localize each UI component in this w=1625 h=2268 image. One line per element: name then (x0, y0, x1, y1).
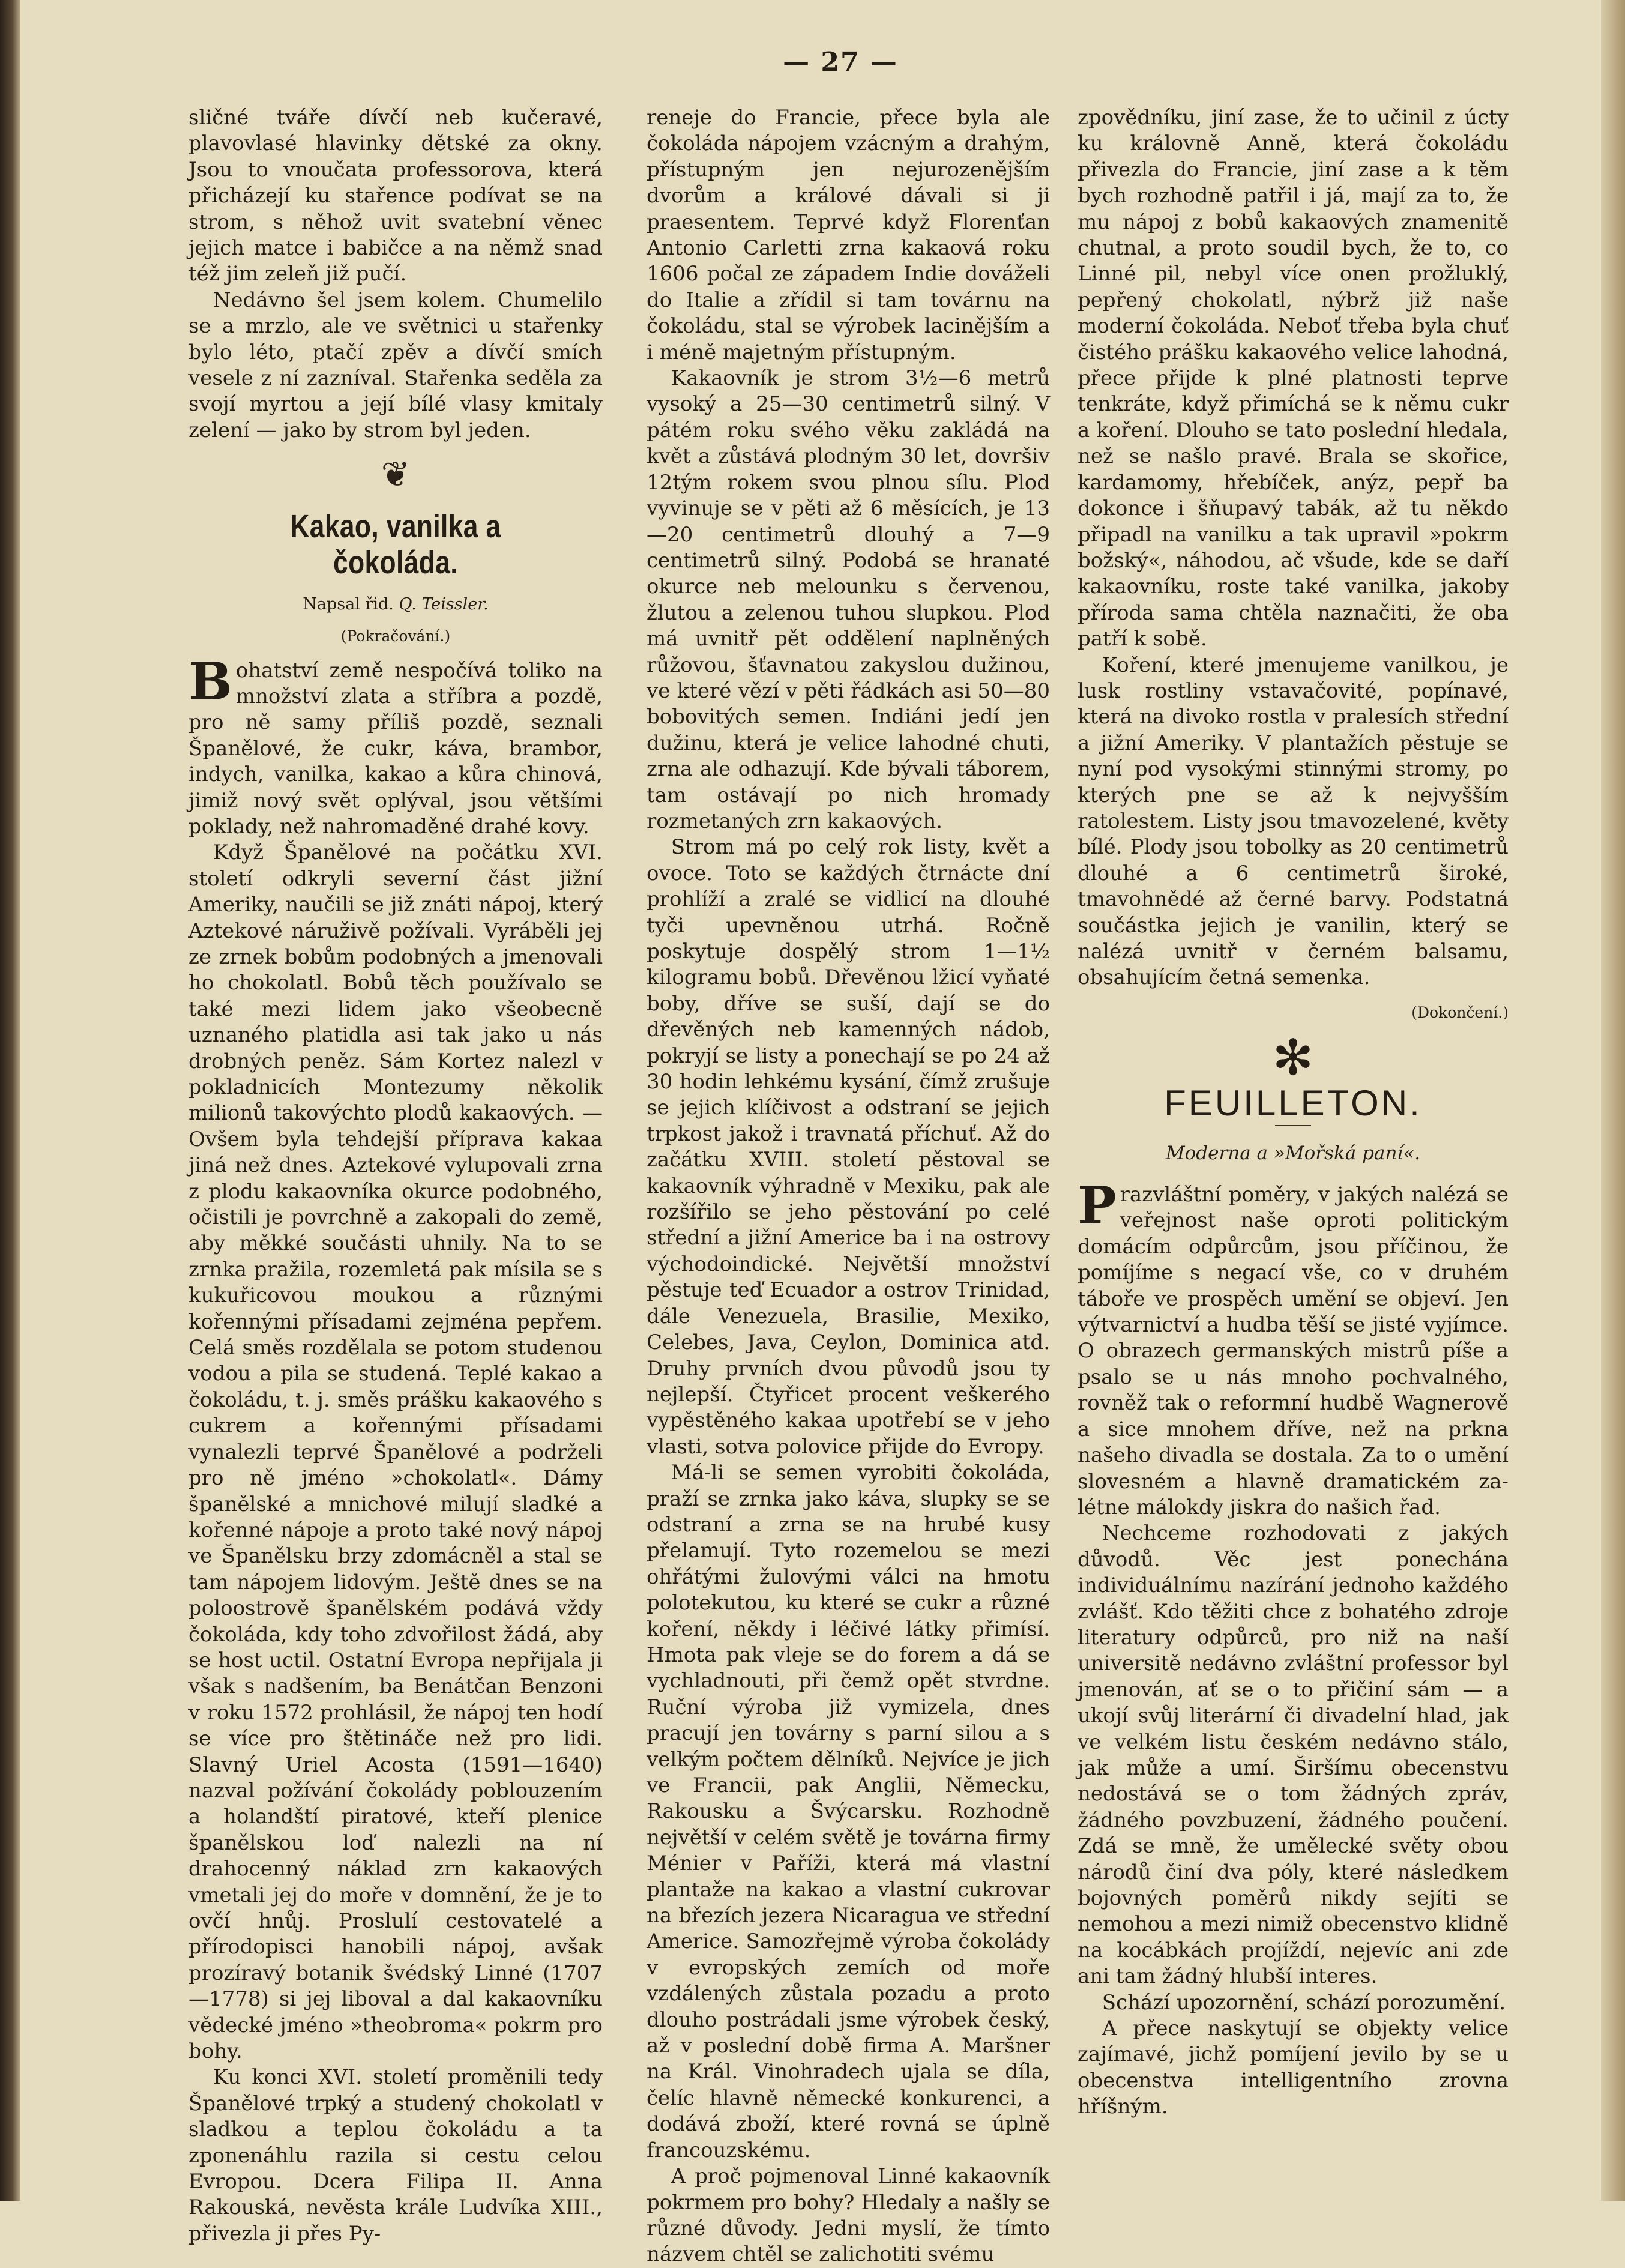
paragraph: Strom má po celý rok listy, květ a ovoce. Toto se každých čtrnácte dní prohlíží a zralé se vidlicí na dlouhé tyči upevněnou utrhá. Ročně poskytuje dospělý strom 1—1½ kilogramu bobů. Dřevěnou lžicí vyňaté boby, dříve se suší, dají se do dřevěných neb kamenných nádob, pokryjí se listy a ponechají se po 24 až 30 hodin lehkému kysání, čímž zrušuje se jejich klíčivost a odstraní se jejich trpkost jakož i travnatá příchuť. Až do začátku XVIII. století pěstoval se kakaovník výhradně v Mexiku, pak ale rozšířilo se jeho pěstování po celé střední a jižní Americe ba i na ostrovy východoindické. Největší množství pěstuje teď Ecuador a ostrov Trinidad, dále Venezuela, Brasilie, Mexiko, Celebes, Java, Ceylon, Dominica atd. Druhy prvních dvou původů jsou ty nejlepší. Čtyřicet procent veškerého vypěstěného kakaa upotřebí se v jeho vlasti, sotva polovice přijde do Evropy. (647, 835, 1050, 1459)
feuilleton-subtitle: Moderna a »Mořská paní«. (1165, 1142, 1421, 1164)
section-title: FEUILLETON. (1164, 1083, 1422, 1124)
paragraph-with-dropcap (1078, 1175, 1509, 1521)
page-number: — 27 — (783, 47, 898, 77)
divider (1275, 1125, 1311, 1126)
paragraph-text: razvláštní poměry, v jakých nalézá se veřejnost naše oproti politickým domácím odpůrcům, jsou příčinou, že pomíjíme s negací vše, co v druhém táboře ve prospěch umění se objeví. Jen výtvarnictví a hudba těší se jisté vyjímce. O obrazech germanských mistrů píše a psalo se u nás mnoho pochvalného, rovněž tak o reformní hudbě Wagnerově a sice mnohem dříve, než na prkna našeho divadla se dostala. Za to o umění slovesném a hlavně dramatickém za-létne málokdy jiskra do našich řad. (1078, 1183, 1509, 1519)
paragraph: A proč pojmenoval Linné kakaovník pokrmem pro bohy? Hledaly a našly se různé důvody. Jedni myslí, že tímto názvem chtěl se zalichotiti svému (647, 2164, 1050, 2267)
paragraph: sličné tváře dívčí neb kučeravé, plavovlasé hlavinky dětské za okny. Jsou to vnoučata professorova, která přicházejí ku stařence podívat se na strom, s něhož uvit svatební věnec jejich matce i babičce a na němž snad též jim zeleň již pučí. (188, 106, 603, 286)
end-note: (Dokončení.) (1411, 1003, 1509, 1021)
page-edge (1601, 0, 1625, 2201)
paragraph: Má-li se semen vyrobiti čokoláda, praží se zrnka jako káva, slupky se se odstraní a zrna se na hrubé kusy přelamují. Tyto rozemelou se mezi ohřátými žulovými válci na hmotu polotekutou, ku které se cukr a různé koření, někdy i léčivé látky přimísí. Hmota pak vleje se do forem a dá se vychladnouti, při čemž opět stvrdne. Ruční výroba již vymizela, dnes pracují jen továrny s parní silou a s velkým počtem dělníků. Nejvíce je jich ve Francii, pak Anglii, Německu, Rakousku a Švýcarsku. Rozhodně největší v celém světě je továrna firmy Ménier v Paříži, která má vlastní plantaže na kakao a vlastní cukrovar na březích jezera Nicaragua ve střední Americe. Samozřejmě výroba čokolády v evropských zemích od moře vzdálených zůstala pozadu a proto dlouho postrádali jsme výrobek český, až v poslední době firma A. Maršner na Král. Vinohradech ujala se díla, čelíc hlavně německé konkurenci, a dodává zboží, které rovná se úplně francouzskému. (647, 1461, 1050, 2162)
asterisk-ornament-icon: ✻ (1272, 1030, 1314, 1087)
byline-prefix: Napsal řid. (303, 594, 394, 614)
paragraph: Kakaovník je strom 3½—6 metrů vysoký a 25—30 centimetrů silný. V pátém roku svého věku zakládá na květ a zůstává plodným 30 let, dovršiv 12tým rokem svou plnou sílu. Plod vyvinuje se v pěti až 6 měsících, je 13—20 centimetrů dlouhý a 7—9 centimetrů silný. Podobá se hranaté okurce neb melounku s červenou, žlutou a zelenou tuhou slupkou. Plod má uvnitř pět oddělení naplněných růžovou, šťavnatou zakyslou dužinou, ve které vězí v pěti řádkách asi 50—80 bobovitých semen. Indiáni jedí jen dužinu, která je velice lahodné chuti, zrna ale odhazují. Kde bývali táborem, tam ostávají po nich hromady rozmetaných zrn kakaových. (647, 366, 1050, 833)
drop-cap: B (188, 651, 232, 712)
paragraph: A přece naskytují se objekty velice zajímavé, jichž pomíjení jevilo by se u obecenstva intelligentního zrovna hříšným. (1078, 2016, 1509, 2119)
paragraph: reneje do Francie, přece byla ale čokoláda nápojem vzácným a drahým, přístupným jen nejurozenějším dvorům a králové dávali si ji praesentem. Teprvé když Florenťan Antonio Carletti zrna kakaová roku 1606 počal ze západem Indie dováželi do Italie a zřídil si tam továrnu na čokoládu, stal se výrobek lacinějším a i méně majetným přístupným. (647, 106, 1050, 364)
paragraph: Nedávno šel jsem kolem. Chumelilo se a mrzlo, ale ve světnici u stařenky bylo léto, ptačí zpěv a dívčí smích vesele z ní zazníval. Stařenka seděla za svojí myrtou a její bílé vlasy kmitaly zelení — jako by strom byl jeden. (188, 288, 603, 442)
paragraph: Když Španělové na počátku XVI. století odkryli severní část jižní Ameriky, naučili se již znáti nápoj, který Aztekové náruživě požívali. Vyráběli jej ze zrnek bobům podobných a jmenovali ho chokolatl. Bobů těch používalo se také mezi lidem jako všeobecně uznaného platidla asi tak jako u nás drobných peněz. Sám Kortez nalezl v pokladnicích Montezumy několik milionů takovýchto plodů kakaových. — Ovšem byla tehdejší příprava kakaa jiná než dnes. Aztekové vylupovali zrna z plodu kakaovníka okurce podobného, očistili je povrchně a zakopali do země, aby měkké součásti uhnily. Na to se zrnka pražila, rozemletá pak mísila se s kukuřicovou moukou a různými kořennými přísadami zejména pepřem. Celá směs rozdělala se potom studenou vodou a pila se studená. Teplé kakao a čokoládu, t. j. směs prášku kakaového s cukrem a kořennými přísadami vynalezli teprvé Španělové a podrželi pro ně jméno »chokolatl«. Dámy španělské a mnichové milují sladké a kořenné nápoje a proto také nový nápoj ve Španělsku brzy zdomácněl a stal se tam nápojem lidovým. Ještě dnes se na poloostrově španělském podává vždy čokoláda, kdy toho zdvořilost žádá, aby se host uctil. Ostatní Evropa nepřijala ji však s nadšením, ba Benátčan Benzoni v roku 1572 prohlásil, že nápoj ten hodí se více pro štětináče než pro lidi. Slavný Uriel Acosta (1591—1640) nazval požívání čokolády poblouzením a holandští piratové, kteří plenice španělskou loď nalezli na ní drahocenný náklad zrn kakaových vmetali jej do moře v domnění, že je to ovčí hnůj. Proslulí cestovatelé a přírodopisci hanobili nápoj, avšak prozíravý botanik švédský Linné (1707—1778) si jej liboval a dal kakaovníku vědecké jméno »theobroma« pokrm pro bohy. (188, 840, 603, 2064)
book-binding-edge (0, 0, 20, 2201)
byline-author: Q. Teissler. (399, 594, 489, 614)
column-1 (188, 105, 603, 2246)
paragraph-text: ohatství země nespočívá toliko na množství zlata a stříbra a pozdě, pro ně samy příliš pozdě, seznali Španělové, že cukr, káva, brambor, indych, vanilka, kakao a kůra chinová, jimiž nový svět oplýval, jsou většími poklady, než nahromaděné drahé kovy. (188, 658, 603, 839)
paragraph: Ku konci XVI. století proměnili tedy Španělové trpký a studený chokolatl v sladkou a teplou čokoládu a ta zponenáhlu razila si cestu celou Evropou. Dcera Filipa II. Anna Rakouská, nevěsta krále Ludvíka XIII., přivezla ji přes Py- (188, 2065, 603, 2246)
drop-cap: P (1078, 1175, 1117, 1237)
paragraph-with-dropcap (188, 651, 603, 840)
column-2 (647, 105, 1050, 2267)
continued-note: (Pokračování.) (340, 627, 451, 645)
article-byline (188, 591, 603, 617)
paragraph: Nechceme rozhodovati z jakých důvodů. Věc jest ponechána individuálnímu nazírání jednoho každého zvlášť. Kdo těžiti chce z bohatého zdroje literatury odpůrců, pro niž na naší universitě nedávno zvláštní professor byl jmenován, ať se o to přičiní sám — a ukojí svůj literární či divadelní hlad, jak ve velkém listu českém nedávno stálo, jak může a umí. Širšímu obecenstvu nedostává se o tom žádných zpráv, žádného povzbuzení, žádného poučení. Zdá se mně, že umělecké světy obou národů činí dva póly, které následkem bojovných poměrů nikdy sejíti se nemohou a mezi nimiž obecenstvo klidně na kocábkách projíždí, nejevíc ani zde ani tam žádný hlubší interes. (1078, 1521, 1509, 1989)
paragraph: Schází upozornění, schází porozumění. (1102, 1990, 1506, 2015)
fleuron-ornament-icon: ❦ (381, 454, 411, 495)
article-title: Kakao, vanilka a čokoláda. (290, 508, 501, 581)
paragraph: Koření, které jmenujeme vanilkou, je lusk rostliny vstavačovité, popínavé, která na divoko rostla v pralesích střední a jižní Ameriky. V plantažích pěstuje se nyní pod vysokými stinnými stromy, po kterých pne se až k nejvyšším ratolestem. Listy jsou tmavozelené, květy bílé. Plody jsou tobolky as 20 centimetrů dlouhé a 6 centimetrů široké, tmavohnědé až černé barvy. Podstatná součástka jejich je vanilin, který se nalézá uvnitř v černém balsamu, obsahujícím četná semenka. (1078, 653, 1509, 990)
column-3 (1078, 105, 1509, 2119)
paragraph: zpovědníku, jiní zase, že to učinil z úcty ku královně Anně, která čokoládu přivezla do Francie, jiní zase a k těm bych rozhodně patřil i já, mají za to, že mu nápoj z bobů kakaových znamenitě chutnal, a proto soudil bych, že to, co Linné pil, nebyl více onen prožluklý, pepřený chokolatl, nýbrž již naše moderní čokoláda. Neboť třeba byla chuť čistého prášku kakaového velice lahodná, přece přijde k plné platnosti teprve tenkráte, když přimíchá se k němu cukr a koření. Dlouho se tato poslední hledala, než se našlo pravé. Brala se skořice, kardamomy, hřebíček, anýz, pepř ba dokonce i šňupavý tabák, až tu někdo připadl na vanilku a tak upravil »pokrm božský«, náhodou, ač všude, kde se daří kakaovníku, roste také vanilka, jakoby příroda sama chtěla naznačiti, že oba patří k sobě. (1078, 106, 1509, 651)
